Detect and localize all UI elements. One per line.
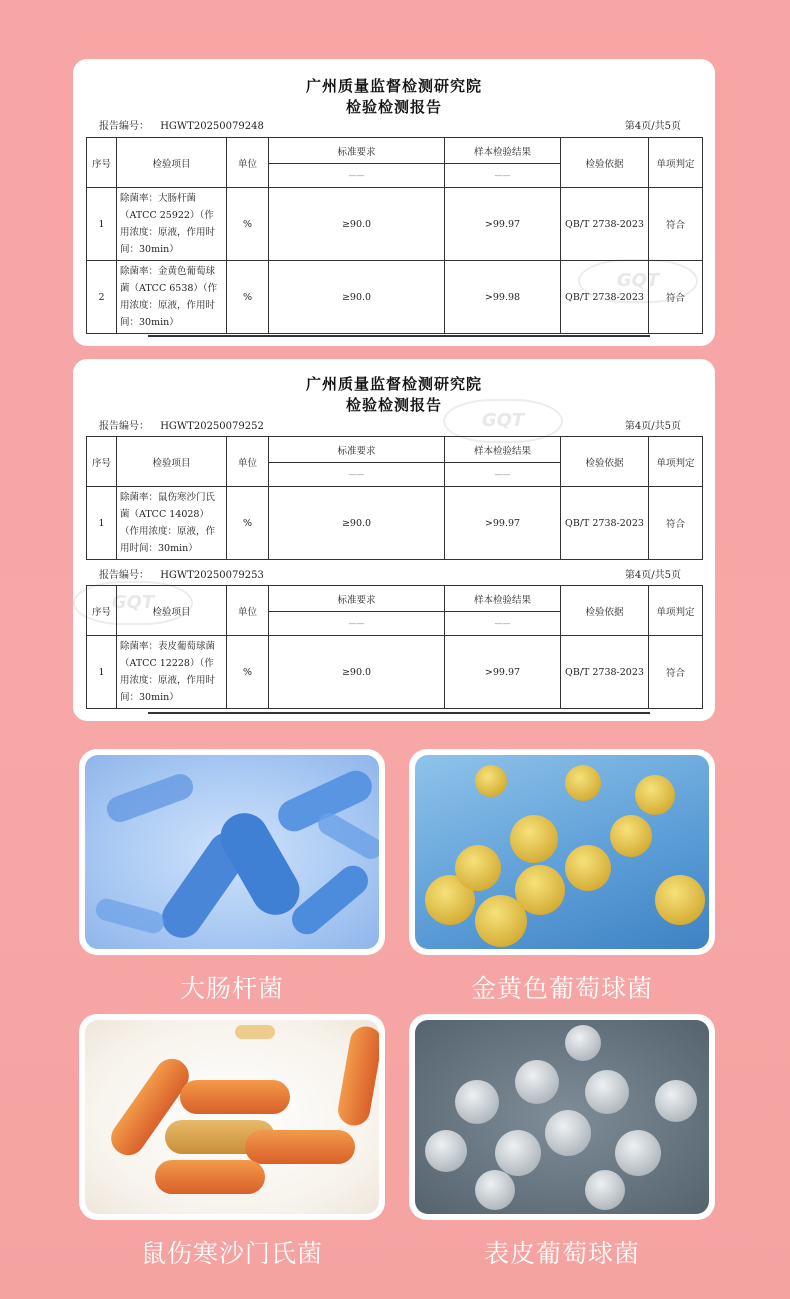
report-number-label: 报告编号： [99, 421, 149, 432]
table-row [87, 188, 703, 261]
staph-epidermidis-image [415, 1020, 709, 1214]
ecoli-caption: 大肠杆菌 [179, 974, 284, 1003]
report-card-2 [73, 359, 715, 721]
col-header-basis: 检验依据 [561, 437, 649, 487]
table-row [87, 636, 703, 709]
report-card-1 [73, 59, 715, 346]
col-header-basis: 检验依据 [561, 138, 649, 188]
col-header-standard: 标准要求 [269, 138, 445, 164]
row-judge: 符合 [649, 487, 703, 560]
page-indicator: 第4页/共5页 [624, 421, 681, 432]
row-item: 除菌率：鼠伤寒沙门氏菌（ATCC 14028）（作用浓度：原液，作用时间：30min） [117, 487, 227, 560]
staph-epidermidis-caption: 表皮葡萄球菌 [483, 1239, 640, 1268]
col-header-result: 样本检验结果 [445, 586, 561, 612]
report-number-label: 报告编号： [99, 121, 149, 132]
col-header-judge: 单项判定 [649, 138, 703, 188]
report-number-value: HGWT20250079253 [160, 570, 264, 581]
row-basis: QB/T 2738-2023 [561, 487, 649, 560]
report-number-value: HGWT20250079248 [160, 121, 264, 132]
row-no: 2 [87, 261, 117, 334]
gqt-watermark: GQT [73, 581, 193, 625]
staph-aureus-image [415, 755, 709, 949]
report-type-title: 检验检测报告 [345, 98, 442, 116]
ecoli-image [85, 755, 379, 949]
col-header-judge: 单项判定 [649, 586, 703, 636]
page-indicator: 第4页/共5页 [624, 570, 681, 581]
col-header-unit: 单位 [227, 437, 269, 487]
subheader-standard: —— [269, 612, 445, 636]
row-judge: 符合 [649, 261, 703, 334]
staph-epidermidis-photo [409, 1014, 715, 1220]
report-number-value: HGWT20250079252 [160, 421, 264, 432]
row-unit: % [227, 636, 269, 709]
subheader-standard: —— [269, 164, 445, 188]
bottom-rule [148, 335, 650, 337]
row-standard: ≥90.0 [269, 636, 445, 709]
row-item: 除菌率：金黄色葡萄球菌（ATCC 6538）（作用浓度：原液，作用时间：30min） [117, 261, 227, 334]
table-row [87, 261, 703, 334]
row-judge: 符合 [649, 636, 703, 709]
row-unit: % [227, 188, 269, 261]
row-result: >99.97 [445, 487, 561, 560]
bottom-rule [148, 712, 650, 714]
col-header-judge: 单项判定 [649, 437, 703, 487]
row-no: 1 [87, 188, 117, 261]
salmonella-caption: 鼠伤寒沙门氏菌 [140, 1239, 323, 1268]
col-header-result: 样本检验结果 [445, 138, 561, 164]
col-header-basis: 检验依据 [561, 586, 649, 636]
ecoli-photo [79, 749, 385, 955]
col-header-item: 检验项目 [117, 138, 227, 188]
salmonella-image [85, 1020, 379, 1214]
subheader-standard: —— [269, 463, 445, 487]
col-header-standard: 标准要求 [269, 437, 445, 463]
row-no: 1 [87, 487, 117, 560]
salmonella-photo [79, 1014, 385, 1220]
row-standard: ≥90.0 [269, 487, 445, 560]
gqt-watermark: GQT [578, 259, 698, 303]
row-unit: % [227, 487, 269, 560]
gqt-watermark: GQT [443, 399, 563, 443]
row-basis: QB/T 2738-2023 [561, 261, 649, 334]
row-standard: ≥90.0 [269, 261, 445, 334]
table-row [87, 487, 703, 560]
institute-title: 广州质量监督检测研究院 [305, 375, 482, 393]
row-basis: QB/T 2738-2023 [561, 188, 649, 261]
col-header-standard: 标准要求 [269, 586, 445, 612]
col-header-item: 检验项目 [117, 586, 227, 636]
row-basis: QB/T 2738-2023 [561, 636, 649, 709]
staph-aureus-photo [409, 749, 715, 955]
col-header-result: 样本检验结果 [445, 437, 561, 463]
staph-aureus-caption: 金黄色葡萄球菌 [470, 974, 653, 1003]
row-judge: 符合 [649, 188, 703, 261]
col-header-no: 序号 [87, 138, 117, 188]
col-header-item: 检验项目 [117, 437, 227, 487]
subheader-result: —— [445, 463, 561, 487]
row-item: 除菌率：表皮葡萄球菌（ATCC 12228）（作用浓度：原液，作用时间：30min） [117, 636, 227, 709]
row-unit: % [227, 261, 269, 334]
row-result: >99.97 [445, 636, 561, 709]
row-result: >99.97 [445, 188, 561, 261]
row-standard: ≥90.0 [269, 188, 445, 261]
subheader-result: —— [445, 164, 561, 188]
report-table [86, 585, 703, 709]
col-header-unit: 单位 [227, 586, 269, 636]
col-header-no: 序号 [87, 437, 117, 487]
report-number [99, 566, 264, 581]
report-number [99, 117, 264, 132]
report-number-label: 报告编号： [99, 570, 149, 581]
row-result: >99.98 [445, 261, 561, 334]
report-table [86, 436, 703, 560]
report-type-title: 检验检测报告 [345, 396, 442, 414]
report-table [86, 137, 703, 334]
subheader-result: —— [445, 612, 561, 636]
page-indicator: 第4页/共5页 [624, 121, 681, 132]
row-no: 1 [87, 636, 117, 709]
institute-title: 广州质量监督检测研究院 [305, 77, 482, 95]
row-item: 除菌率：大肠杆菌（ATCC 25922）（作用浓度：原液，作用时间：30min） [117, 188, 227, 261]
col-header-no: 序号 [87, 586, 117, 636]
col-header-unit: 单位 [227, 138, 269, 188]
report-number [99, 417, 264, 432]
